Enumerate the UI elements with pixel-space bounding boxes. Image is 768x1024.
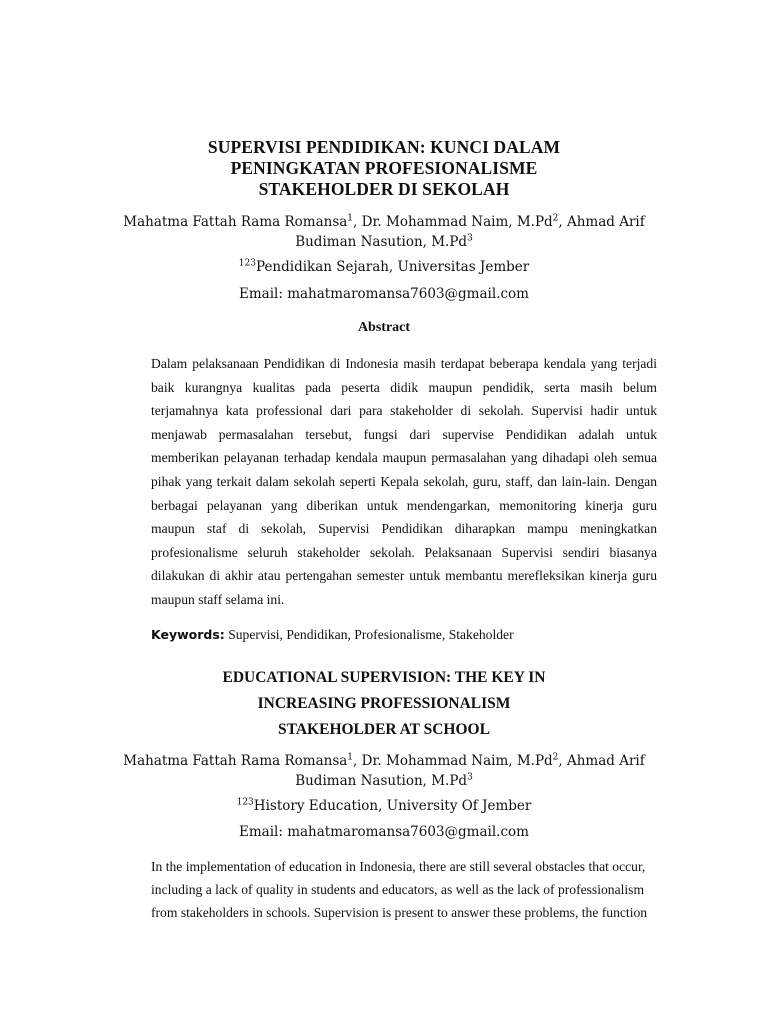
title-line: PENINGKATAN PROFESIONALISME	[230, 158, 538, 178]
abstract-line: including a lack of quality in students and educators, as well as the lack of professionalism	[151, 882, 645, 898]
author-name: , Ahmad Arif	[558, 214, 645, 230]
author-sup: 1	[347, 752, 354, 763]
author-list-id	[0, 212, 768, 252]
keywords-text: Supervisi, Pendidikan, Profesionalisme, Stakeholder	[228, 627, 514, 642]
title-line: EDUCATIONAL SUPERVISION: THE KEY IN	[222, 669, 546, 686]
author-sup: 3	[467, 233, 473, 244]
email-id: Email: mahatmaromansa7603@gmail.com	[239, 286, 529, 302]
keywords-label: Keywords:	[151, 627, 225, 642]
author-line	[0, 212, 768, 232]
abstract-id: Dalam pelaksanaan Pendidikan di Indonesia masih terdapat beberapa kendala yang terjadi baik kurangnya kualitas pada peserta didik maupun pendidik, serta masih belum terjamahnya kata professional dari para stakeholder di sekolah. Supervisi hadir untuk menjawab permasalahan tersebut, fungsi dari supervise Pendidikan adalah untuk memberikan pelayanan terhadap kendala maupun permasalahan yang dihadapi oleh semua pihak yang terkait dalam sekolah seperti Kepala sekolah, guru, staff, dan lain-lain. Dengan berbagai pelayanan yang diberikan untuk mendengarkan, memonitoring kinerja guru maupun staf di sekolah, Supervisi Pendidikan diharapkan mampu meningkatkan profesionalisme seluruh stakeholder sekolah. Pelaksanaan Supervisi sendiri biasanya dilakukan di akhir atau pertengahan semester untuk membantu merefleksikan kinerja guru maupun staff selama ini.	[151, 356, 657, 607]
affiliation-text: History Education, University Of Jember	[253, 798, 532, 814]
author-line	[0, 232, 768, 252]
author-list-en	[0, 751, 768, 791]
author-sup: 3	[467, 772, 473, 783]
author-sup: 2	[552, 752, 559, 763]
affiliation-sup: 123	[236, 797, 254, 808]
title-line: INCREASING PROFESSIONALISM	[257, 695, 511, 712]
abstract-line: from stakeholders in schools. Supervision is present to answer these problems, the function	[151, 905, 648, 921]
affiliation-text: Pendidikan Sejarah, Universitas Jember	[255, 259, 530, 275]
abstract-en	[151, 855, 657, 925]
email-en: Email: mahatmaromansa7603@gmail.com	[239, 824, 529, 840]
title-line: STAKEHOLDER DI SEKOLAH	[258, 179, 510, 199]
author-name: Budiman Nasution, M.Pd	[295, 773, 468, 789]
author-sup: 1	[347, 213, 354, 224]
author-line	[0, 771, 768, 791]
abstract-line: In the implementation of education in Indonesia, there are still several obstacles that occur,	[151, 859, 646, 874]
author-name: , Dr. Mohammad Naim, M.Pd	[353, 753, 553, 769]
keywords-line	[151, 627, 671, 643]
author-sup: 2	[552, 213, 559, 224]
author-name: , Dr. Mohammad Naim, M.Pd	[353, 214, 553, 230]
author-name: Mahatma Fattah Rama Romansa	[123, 214, 348, 230]
affiliation-en	[0, 796, 768, 816]
paper-title-en	[0, 665, 768, 743]
paper-title-id	[0, 137, 768, 200]
affiliation-id	[0, 257, 768, 277]
abstract-heading: Abstract	[357, 320, 411, 335]
author-line	[0, 751, 768, 771]
affiliation-sup: 123	[238, 258, 256, 269]
author-name: , Ahmad Arif	[558, 753, 645, 769]
title-line: STAKEHOLDER AT SCHOOL	[278, 721, 490, 738]
author-name: Budiman Nasution, M.Pd	[295, 234, 468, 250]
title-line: SUPERVISI PENDIDIKAN: KUNCI DALAM	[207, 137, 561, 157]
author-name: Mahatma Fattah Rama Romansa	[123, 753, 348, 769]
